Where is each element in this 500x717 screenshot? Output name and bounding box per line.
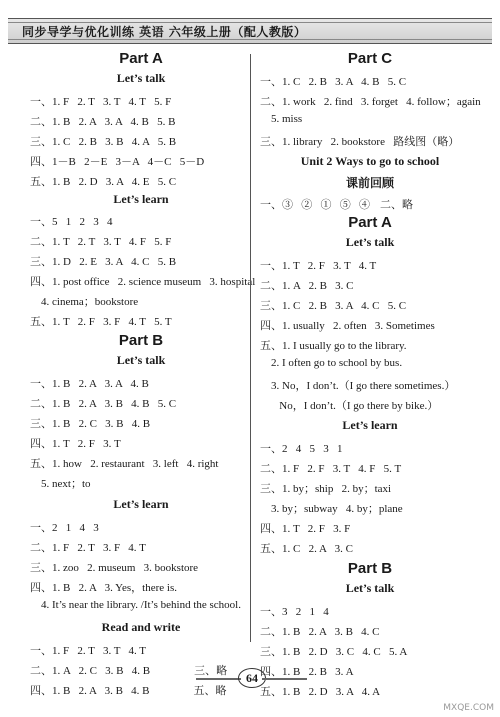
answer-line: 3. No，I don’t.（I go there sometimes.）	[260, 380, 456, 392]
answer-line: 一、5 1 2 3 4	[30, 216, 113, 228]
answer-line: 三、1. library 2. bookstore 路线图（略）	[260, 136, 460, 148]
answer-line: 一、2 4 5 3 1	[260, 443, 343, 455]
section-title: Part C	[347, 50, 393, 67]
answer-line: 4. It’s near the library. /It’s behind the school.	[30, 599, 241, 611]
section-title: Part B	[347, 560, 393, 577]
answer-line: 四、1. B 2. A 3. B 4. B 五、略	[30, 685, 227, 697]
answer-line: 二、1. T 2. T 3. T 4. F 5. F	[30, 236, 172, 248]
subsection-title: Read and write	[101, 620, 181, 634]
answer-line: 一、1. C 2. B 3. A 4. B 5. C	[260, 76, 407, 88]
subsection-title: Let’s talk	[116, 71, 166, 85]
answer-line: 五、1. T 2. F 3. F 4. T 5. T	[30, 316, 172, 328]
answer-line: 五、1. I usually go to the library.	[260, 340, 407, 352]
page-number: 64	[238, 668, 266, 688]
answer-line: 一、3 2 1 4	[260, 606, 329, 618]
answer-line: 二、略	[380, 199, 413, 211]
answer-line: 5. next；to	[30, 478, 91, 490]
answer-line: 二、1. work 2. find 3. forget 4. follow；again	[260, 96, 481, 108]
footer-ornament-right	[262, 678, 307, 680]
footer-ornament-left	[196, 678, 241, 680]
answer-line: 二、1. A 2. B 3. C	[260, 280, 354, 292]
answer-line: 二、1. F 2. T 3. F 4. T	[30, 542, 146, 554]
answer-line: 4. cinema；bookstore	[30, 296, 139, 308]
subsection-title: 课前回顾	[345, 176, 394, 190]
section-title: Part A	[348, 214, 392, 231]
answer-line: 三、1. zoo 2. museum 3. bookstore	[30, 562, 199, 574]
answer-line: 5. miss	[260, 113, 303, 125]
page-footer	[0, 668, 500, 690]
answer-line: 二、1. B 2. A 3. B 4. B 5. C	[30, 398, 177, 410]
header-title: 同步导学与优化训练 英语 六年级上册（配人教版）	[22, 25, 307, 39]
answer-line: 四、1. post office 2. science museum 3. hospital	[30, 276, 256, 288]
section-title: Part A	[119, 50, 163, 67]
answer-line: 四、1. usually 2. often 3. Sometimes	[260, 320, 435, 332]
answer-line: 五、1. B 2. D 3. A 4. A	[260, 686, 381, 698]
answer-line: 二、1. B 2. A 3. B 4. C	[260, 626, 380, 638]
answer-line: 三、1. C 2. B 3. A 4. C 5. C	[260, 300, 407, 312]
answer-line: 一、2 1 4 3	[30, 522, 99, 534]
column-divider	[250, 54, 251, 642]
answer-line: 四、1. B 2. A 3. Yes，there is.	[30, 582, 177, 594]
watermark: MXQE.COM	[443, 703, 494, 713]
answer-line: 四、1. T 2. F 3. F	[260, 523, 351, 535]
answer-line: 一、1. F 2. T 3. T 4. T	[30, 645, 147, 657]
answer-line: 一、③ ② ① ⑤ ④	[260, 199, 370, 211]
answer-line: 一、1. F 2. T 3. T 4. T 5. F	[30, 96, 172, 108]
subsection-title: Let’s talk	[116, 353, 166, 367]
answer-line: 四、1. T 2. F 3. T	[30, 438, 121, 450]
answer-line: No，I don’t.（I go there by bike.）	[260, 400, 439, 412]
answer-line: 一、1. B 2. A 3. A 4. B	[30, 378, 149, 390]
answer-line: 五、1. B 2. D 3. A 4. E 5. C	[30, 176, 177, 188]
answer-line: 二、1. F 2. F 3. T 4. F 5. T	[260, 463, 402, 475]
answer-line: 三、1. D 2. E 3. A 4. C 5. B	[30, 256, 177, 268]
answer-line: 四、1. B 2. B 3. A	[260, 666, 354, 678]
subsection-title: Unit 2 Ways to go to school	[300, 154, 440, 168]
answer-line: 三、1. by；ship 2. by；taxi	[260, 483, 392, 495]
answer-line: 一、1. T 2. F 3. T 4. T	[260, 260, 377, 272]
subsection-title: Let’s learn	[113, 192, 169, 206]
answer-line: 四、1－B 2－E 3－A 4－C 5－D	[30, 156, 205, 168]
subsection-title: Let’s learn	[342, 418, 398, 432]
answer-line: 二、1. A 2. C 3. B 4. B 三、略	[30, 665, 228, 677]
subsection-title: Let’s talk	[345, 581, 395, 595]
answer-line: 五、1. C 2. A 3. C	[260, 543, 353, 555]
page-header	[8, 18, 492, 44]
answer-line: 二、1. B 2. A 3. A 4. B 5. B	[30, 116, 176, 128]
answer-line: 三、1. B 2. C 3. B 4. B	[30, 418, 151, 430]
answer-line: 三、1. C 2. B 3. B 4. A 5. B	[30, 136, 177, 148]
subsection-title: Let’s learn	[113, 497, 169, 511]
answer-line: 3. by；subway 4. by；plane	[260, 503, 403, 515]
section-title: Part B	[118, 332, 164, 349]
answer-line: 2. I often go to school by bus.	[260, 357, 403, 369]
subsection-title: Let’s talk	[345, 235, 395, 249]
answer-line: 五、1. how 2. restaurant 3. left 4. right	[30, 458, 219, 470]
answer-line: 三、1. B 2. D 3. C 4. C 5. A	[260, 646, 408, 658]
